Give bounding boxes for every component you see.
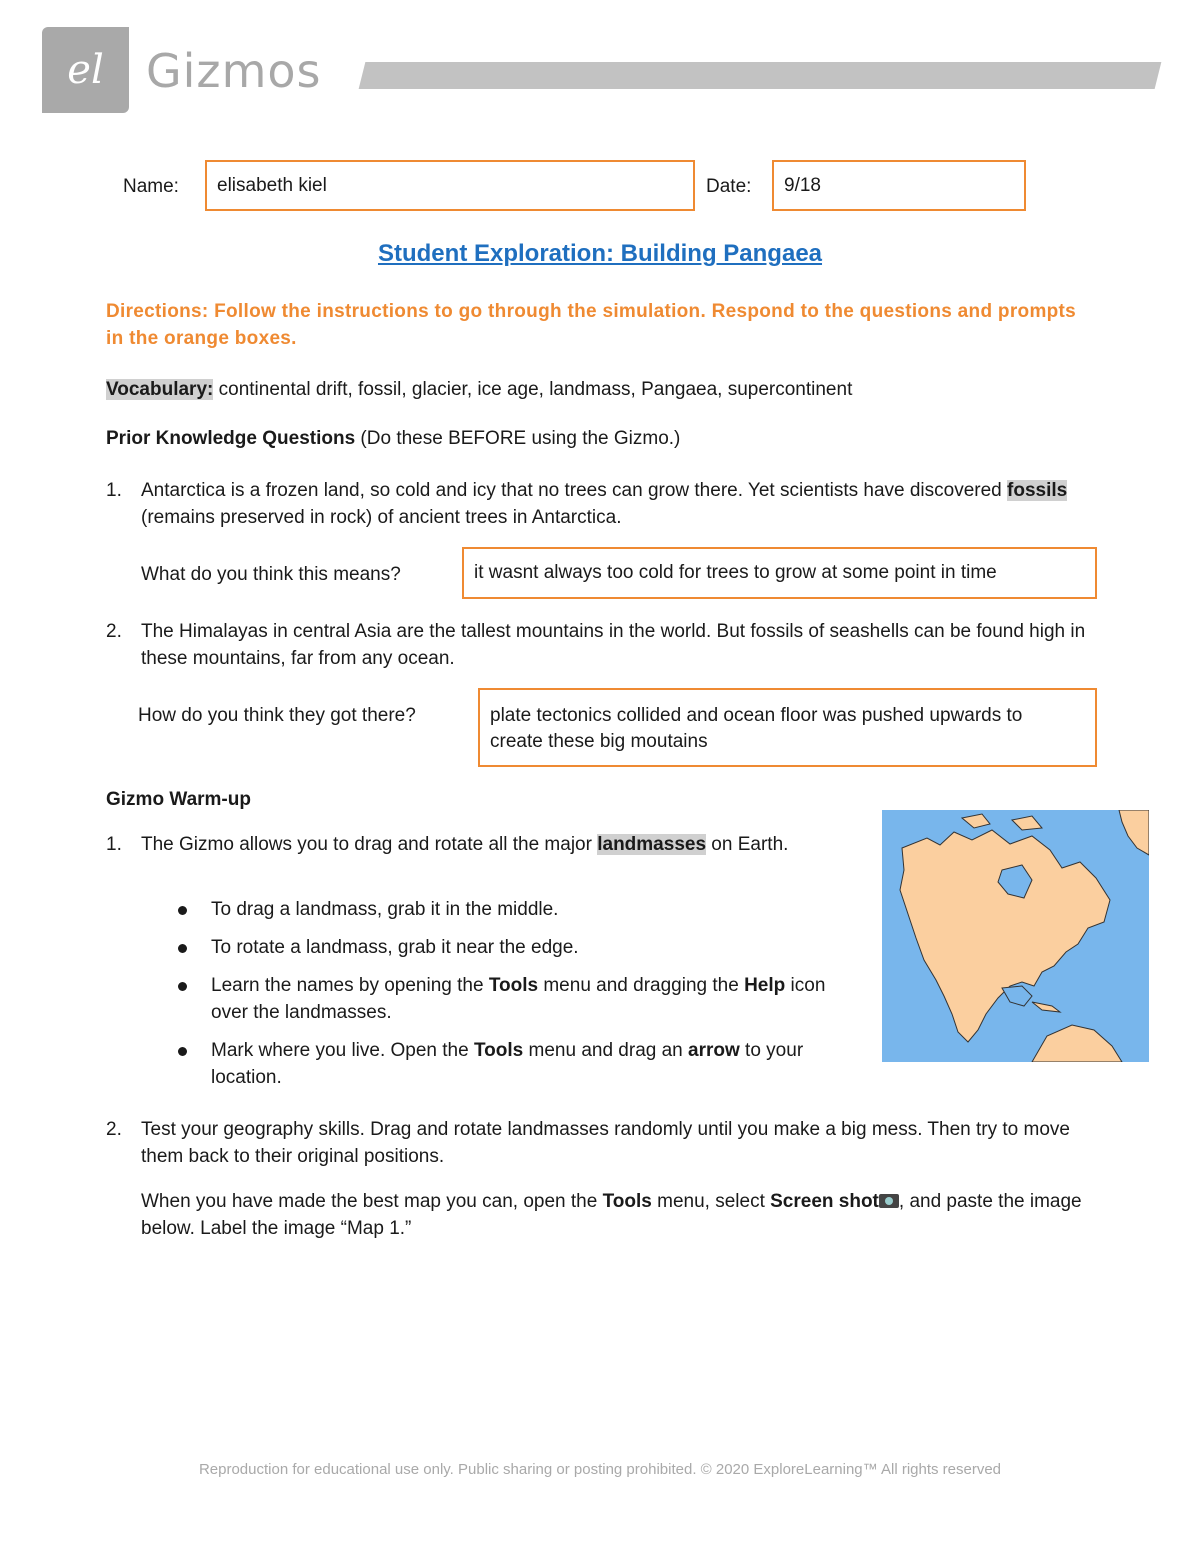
bullet-dot (178, 906, 187, 915)
date-label: Date: (706, 176, 752, 197)
warmup-item2-instructions: When you have made the best map you can, open the Tools menu, select Screen shot , and paste the image below. Label the image “Map 1.” (141, 1191, 1082, 1239)
header-bar-decoration (359, 62, 1162, 89)
name-label: Name: (123, 176, 179, 197)
bullet-item-mark: Mark where you live. Open the Tools menu and drag an arrow to your location. (211, 1040, 804, 1088)
camera-icon (879, 1194, 899, 1208)
q2-answer-field[interactable]: plate tectonics collided and ocean floor was pushed upwards to create these big moutains (478, 688, 1097, 767)
gizmos-brand: Gizmos (146, 44, 322, 98)
prior-knowledge-note: (Do these BEFORE using the Gizmo.) (355, 428, 681, 449)
q1-answer-field[interactable]: it wasnt always too cold for trees to grow at some point in time (462, 547, 1097, 599)
north-america-map-svg (882, 810, 1149, 1062)
page-title: Student Exploration: Building Pangaea (377, 240, 823, 267)
landmasses-keyword: landmasses (597, 834, 707, 855)
warmup-item1-number: 1. (106, 834, 122, 855)
q2-prompt: How do you think they got there? (138, 705, 416, 726)
bullet-item-drag: To drag a landmass, grab it in the middle. (211, 899, 559, 920)
explorelearning-logo: el (42, 27, 129, 113)
q1-text: Antarctica is a frozen land, so cold and icy that no trees can grow there. Yet scientists have discovered fossils (remains preserved in rock) of ancient trees in Antarctica. (141, 480, 1068, 528)
north-america-map-image (882, 810, 1149, 1062)
vocabulary-terms: continental drift, fossil, glacier, ice age, landmass, Pangaea, supercontinent (213, 379, 853, 400)
bullet-dot (178, 1047, 187, 1056)
warmup-item2-text: Test your geography skills. Drag and rotate landmasses randomly until you make a big mess. Then try to move them back to their original positions. (141, 1119, 1070, 1167)
warmup-item1-text: The Gizmo allows you to drag and rotate all the major landmasses on Earth. (141, 834, 789, 855)
warmup-item2-number: 2. (106, 1119, 122, 1140)
q2-text: The Himalayas in central Asia are the tallest mountains in the world. But fossils of seashells can be found high in these mountains, far from any ocean. (141, 621, 1086, 669)
name-field[interactable]: elisabeth kiel (205, 160, 695, 211)
q2-number: 2. (106, 621, 122, 642)
directions: Directions: Follow the instructions to go through the simulation. Respond to the questions and prompts in the orange boxes. (106, 301, 1077, 349)
bullet-item-names: Learn the names by opening the Tools menu and dragging the Help icon over the landmasses. (211, 975, 826, 1023)
date-field[interactable]: 9/18 (772, 160, 1026, 211)
warmup-heading: Gizmo Warm-up (106, 789, 251, 810)
prior-knowledge-heading: Prior Knowledge Questions (106, 428, 356, 449)
vocabulary-line (106, 376, 1106, 403)
footer-copyright: Reproduction for educational use only. Public sharing or posting prohibited. © 2020 ExploreLearning™ All rights reserved (198, 1461, 1002, 1478)
prior-knowledge-heading-line (106, 425, 1106, 452)
vocabulary-label: Vocabulary: (106, 379, 214, 400)
fossils-keyword: fossils (1007, 480, 1068, 501)
bullet-dot (178, 982, 187, 991)
q1-prompt: What do you think this means? (141, 564, 401, 585)
bullet-dot (178, 944, 187, 953)
bullet-item-rotate: To rotate a landmass, grab it near the edge. (211, 937, 579, 958)
q1-number: 1. (106, 480, 122, 501)
